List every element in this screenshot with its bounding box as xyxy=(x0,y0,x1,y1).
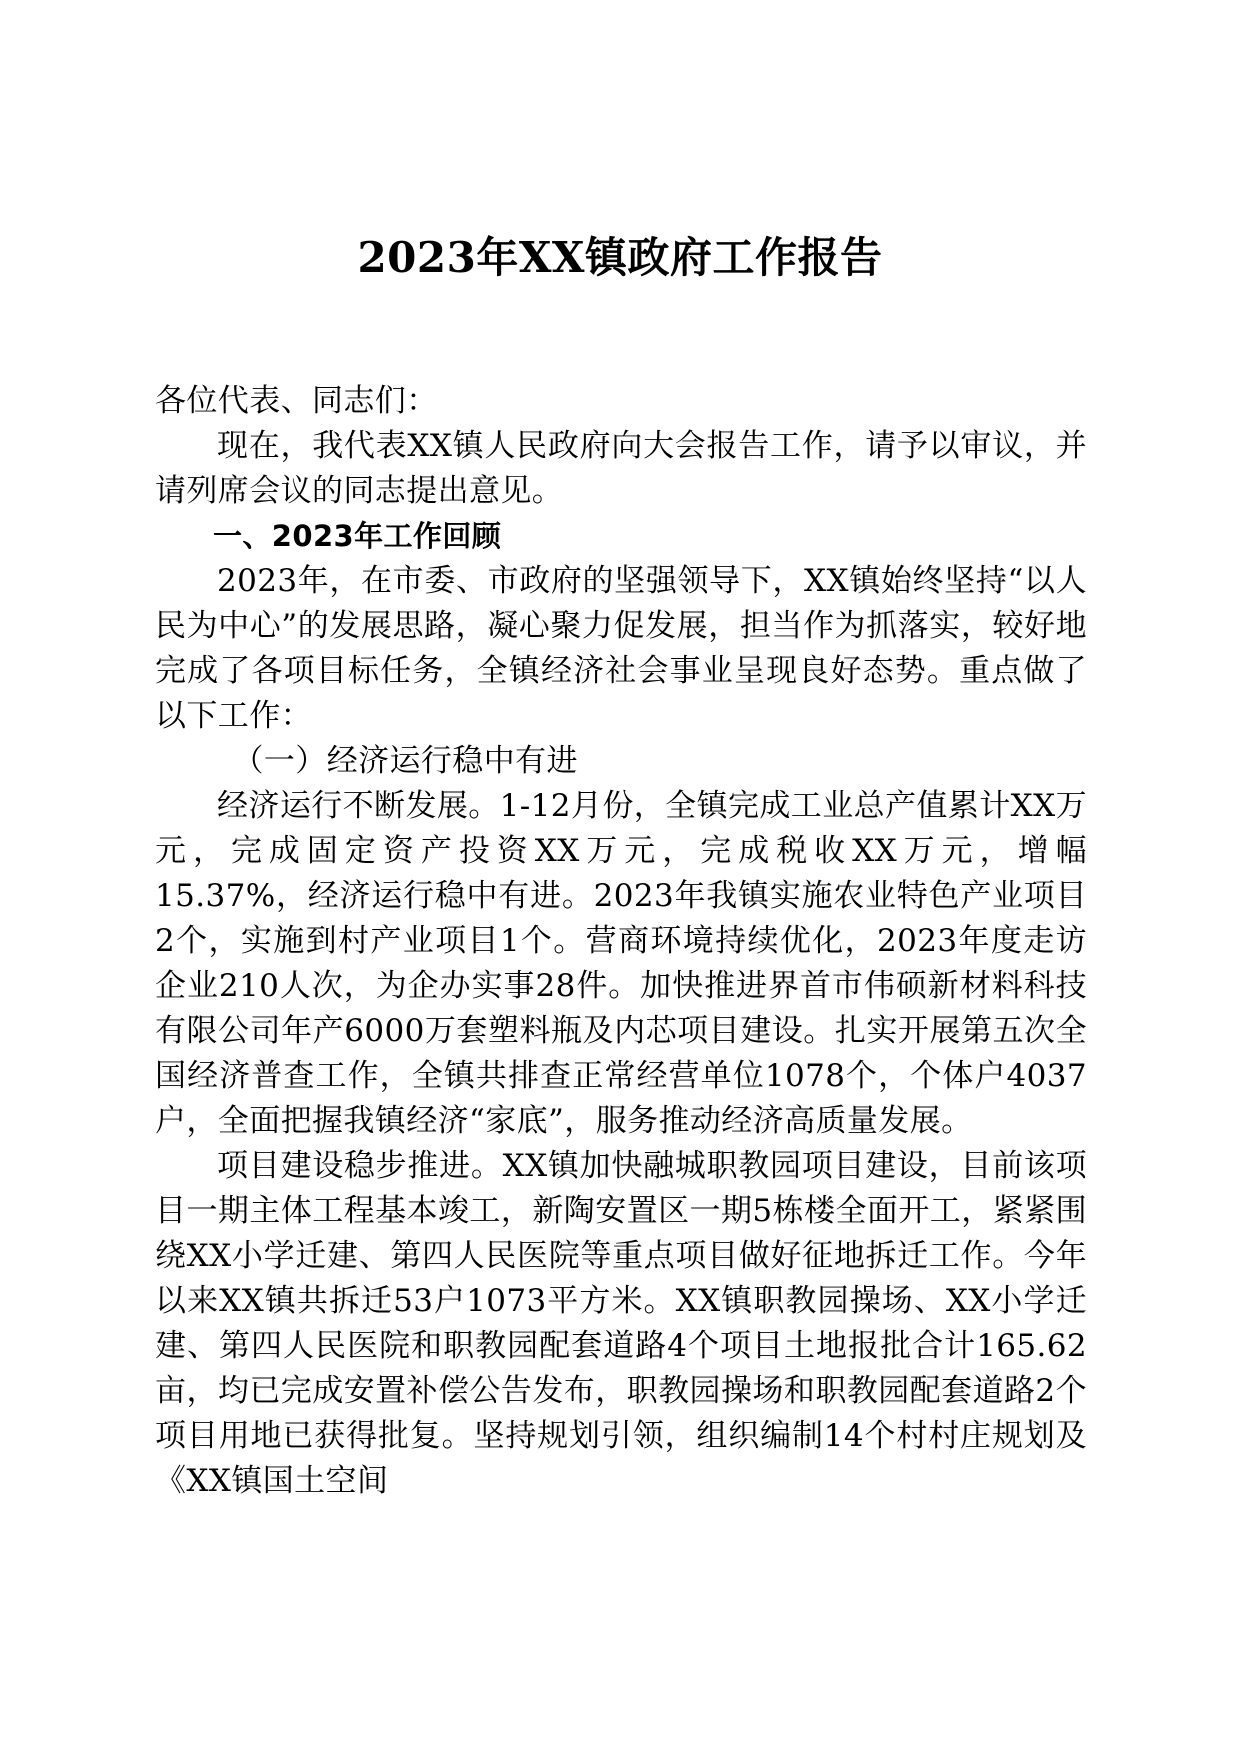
intro-paragraph: 现在，我代表XX镇人民政府向大会报告工作，请予以审议，并请列席会议的同志提出意见。 xyxy=(155,428,1087,509)
projects-paragraph: 项目建设稳步推进。XX镇加快融城职教园项目建设，目前该项目一期主体工程基本竣工，新陶安置区一期5栋楼全面开工，紧紧围绕XX小学迁建、第四人民医院等重点项目做好征地拆迁工作。今年以来XX镇共拆迁53户1073平方米。XX镇职教园操场、XX小学迁建、第四人民医院和职教园配套道路4个项目土地报批合计165.62亩，均已完成安置补偿公告发布，职教园操场和职教园配套道路2个项目用地已获得批复。坚持规划引领，组织编制14个村村庄规划及《XX镇国土空间 xyxy=(155,1148,1087,1499)
document-title: 2023年XX镇政府工作报告 xyxy=(357,233,883,282)
economy-paragraph: 经济运行不断发展。1-12月份，全镇完成工业总产值累计XX万元，完成固定资产投资XX万元，完成税收XX万元，增幅15.37%，经济运行稳中有进。2023年我镇实施农业特色产业项目2个，实施到村产业项目1个。营商环境持续优化，2023年度走访企业210人次，为企办实事28件。加快推进界首市伟硕新材料科技有限公司年产6000万套塑料瓶及内芯项目建设。扎实开展第五次全国经济普查工作，全镇共排查正常经营单位1078个，个体户4037户，全面把握我镇经济“家底”，服务推动经济高质量发展。 xyxy=(155,788,1087,1139)
section-heading-review: 一、2023年工作回顾 xyxy=(213,519,502,553)
subsection-heading-economy: （一）经济运行稳中有进 xyxy=(232,743,578,779)
section-summary-paragraph: 2023年，在市委、市政府的坚强领导下，XX镇始终坚持“以人民为中心”的发展思路，凝心聚力促发展，担当作为抓落实，较好地完成了各项目标任务，全镇经济社会事业呈现良好态势。重点做了以下工作： xyxy=(155,563,1087,734)
document-body xyxy=(155,379,1087,1504)
salutation: 各位代表、同志们： xyxy=(155,383,438,419)
